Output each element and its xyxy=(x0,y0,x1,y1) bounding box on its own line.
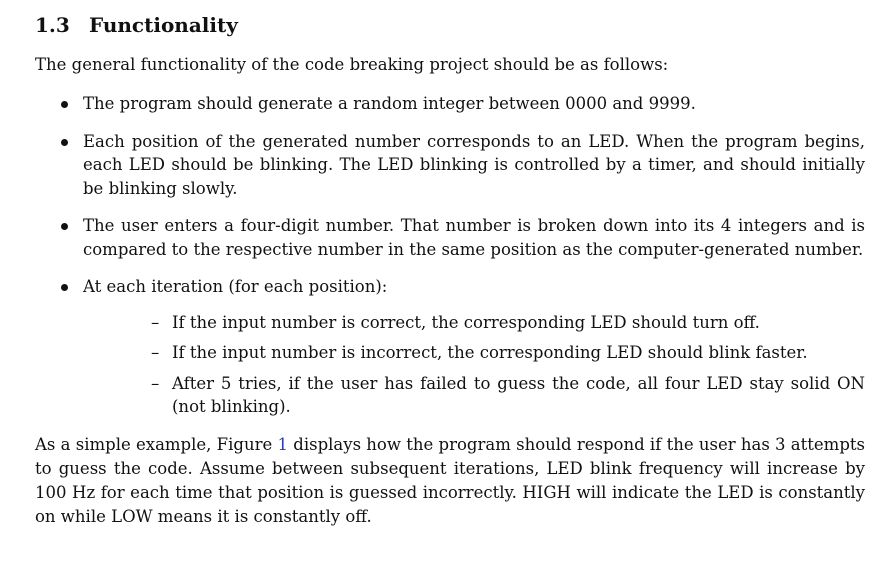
section-heading xyxy=(35,12,865,38)
bullet-icon xyxy=(61,284,68,291)
list-item-text: The program should generate a random integer between 0000 and 9999. xyxy=(83,94,696,113)
dash-icon: – xyxy=(151,312,160,332)
closing-paragraph xyxy=(35,433,865,529)
bullet-icon xyxy=(61,139,68,146)
list-item-text: The user enters a four-digit number. That number is broken down into its 4 integers and is compared to the respective number in the same position as the computer-generated number. xyxy=(83,216,865,259)
dash-icon: – xyxy=(151,343,160,362)
closing-text-start: As a simple example, Figure xyxy=(35,434,278,454)
sub-list-item xyxy=(83,341,865,365)
list-item xyxy=(35,92,865,116)
intro-paragraph: The general functionality of the code breaking project should be as follows: xyxy=(35,55,669,74)
closing-text-end: displays how the program should respond if the user has 3 attempts to guess the code. Assume between subsequent iterations, LED blink frequency will increase by 100 Hz for each time that position is guessed incorrectly. HIGH will indicate the LED is constantly on while LOW means it is constantly off. xyxy=(35,434,865,526)
sub-list-item xyxy=(83,311,865,335)
list-item-text: At each iteration (for each position): xyxy=(83,277,388,296)
section-title: Functionality xyxy=(89,13,238,37)
sub-list-item-text: If the input number is incorrect, the corresponding LED should blink faster. xyxy=(172,343,808,362)
sub-list-item-text: If the input number is correct, the corresponding LED should turn off. xyxy=(172,312,760,332)
document-page xyxy=(35,12,865,529)
list-item xyxy=(35,214,865,261)
iteration-sublist xyxy=(83,311,865,419)
dash-icon: – xyxy=(151,373,160,393)
bullet-icon xyxy=(61,101,68,108)
sub-list-item xyxy=(83,372,865,419)
list-item xyxy=(35,275,865,419)
sub-list-item-text: After 5 tries, if the user has failed to guess the code, all four LED stay solid ON (not blinking). xyxy=(172,373,865,416)
section-number: 1.3 xyxy=(35,13,70,37)
list-item xyxy=(35,130,865,201)
figure-reference-link[interactable]: 1 xyxy=(277,434,288,454)
list-item-text: Each position of the generated number corresponds to an LED. When the program begins, each LED should be blinking. The LED blinking is controlled by a timer, and should initially be blinking slowly. xyxy=(83,131,865,198)
functionality-list xyxy=(35,92,865,419)
bullet-icon xyxy=(61,223,68,230)
